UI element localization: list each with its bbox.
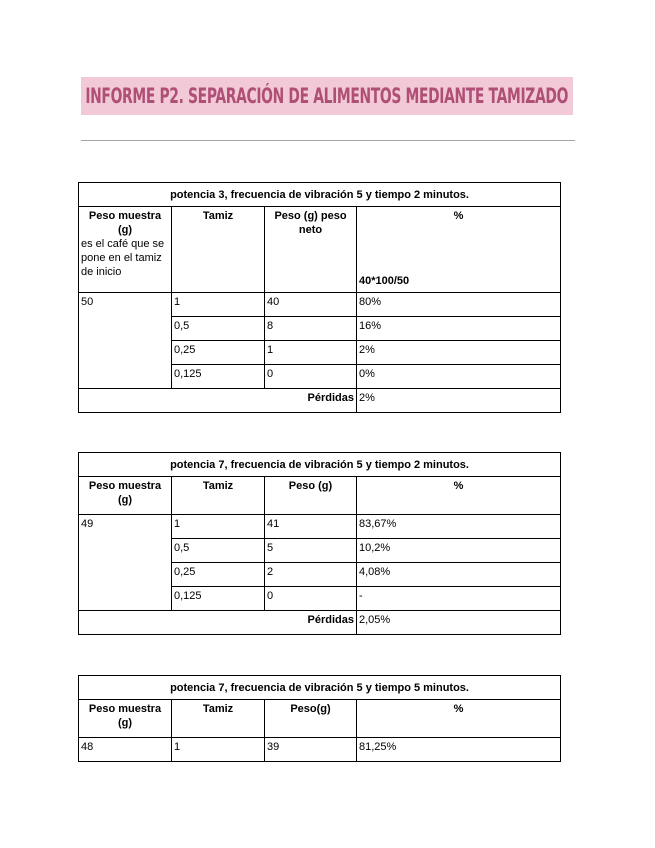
losses-value: 2% <box>357 389 561 413</box>
header-tamiz: Tamiz <box>172 477 265 515</box>
cell-percent: 2% <box>357 341 561 365</box>
header-peso-muestra: Peso muestra (g) es el café que se pone en el tamiz de inicio <box>79 207 172 293</box>
cell-percent: 81,25% <box>357 738 561 762</box>
cell-peso: 2 <box>265 563 357 587</box>
cell-percent: 16% <box>357 317 561 341</box>
header-peso: Peso(g) <box>265 700 357 738</box>
cell-tamiz: 0,25 <box>172 563 265 587</box>
sample-weight: 49 <box>79 515 172 611</box>
losses-value: 2,05% <box>357 611 561 635</box>
cell-tamiz: 1 <box>172 738 265 762</box>
title-banner <box>81 77 573 115</box>
losses-label: Pérdidas <box>79 389 357 413</box>
header-percent: % 40*100/50 <box>357 207 561 293</box>
cell-percent: - <box>357 587 561 611</box>
cell-tamiz: 0,125 <box>172 587 265 611</box>
cell-percent: 4,08% <box>357 563 561 587</box>
sample-weight: 50 <box>79 293 172 389</box>
results-table-1 <box>78 182 561 413</box>
results-table-2 <box>78 452 561 635</box>
cell-percent: 0% <box>357 365 561 389</box>
cell-peso: 0 <box>265 587 357 611</box>
cell-tamiz: 0,25 <box>172 341 265 365</box>
page-title: INFORME P2. SEPARACIÓN DE ALIMENTOS MEDIANTE TAMIZADO <box>85 84 569 108</box>
sample-weight: 48 <box>79 738 172 762</box>
header-note: es el café que se pone en el tamiz de inicio <box>81 238 165 278</box>
cell-tamiz: 0,125 <box>172 365 265 389</box>
cell-peso: 8 <box>265 317 357 341</box>
cell-tamiz: 1 <box>172 293 265 317</box>
cell-peso: 41 <box>265 515 357 539</box>
header-peso: Peso (g) <box>265 477 357 515</box>
header-peso-muestra: Peso muestra (g) <box>79 700 172 738</box>
table-caption: potencia 7, frecuencia de vibración 5 y tiempo 5 minutos. <box>79 676 561 700</box>
cell-peso: 0 <box>265 365 357 389</box>
cell-peso: 40 <box>265 293 357 317</box>
header-percent: % <box>357 700 561 738</box>
table-caption: potencia 3, frecuencia de vibración 5 y tiempo 2 minutos. <box>79 183 561 207</box>
header-tamiz: Tamiz <box>172 207 265 293</box>
cell-peso: 39 <box>265 738 357 762</box>
divider <box>81 140 575 141</box>
table-caption: potencia 7, frecuencia de vibración 5 y tiempo 2 minutos. <box>79 453 561 477</box>
header-percent: % <box>357 477 561 515</box>
header-peso-muestra: Peso muestra (g) <box>79 477 172 515</box>
cell-percent: 80% <box>357 293 561 317</box>
percent-formula: 40*100/50 <box>359 275 410 287</box>
cell-percent: 10,2% <box>357 539 561 563</box>
header-tamiz: Tamiz <box>172 700 265 738</box>
cell-peso: 1 <box>265 341 357 365</box>
cell-peso: 5 <box>265 539 357 563</box>
header-peso: Peso (g) peso neto <box>265 207 357 293</box>
cell-tamiz: 1 <box>172 515 265 539</box>
results-table-3 <box>78 675 561 762</box>
cell-percent: 83,67% <box>357 515 561 539</box>
cell-tamiz: 0,5 <box>172 317 265 341</box>
losses-label: Pérdidas <box>79 611 357 635</box>
cell-tamiz: 0,5 <box>172 539 265 563</box>
